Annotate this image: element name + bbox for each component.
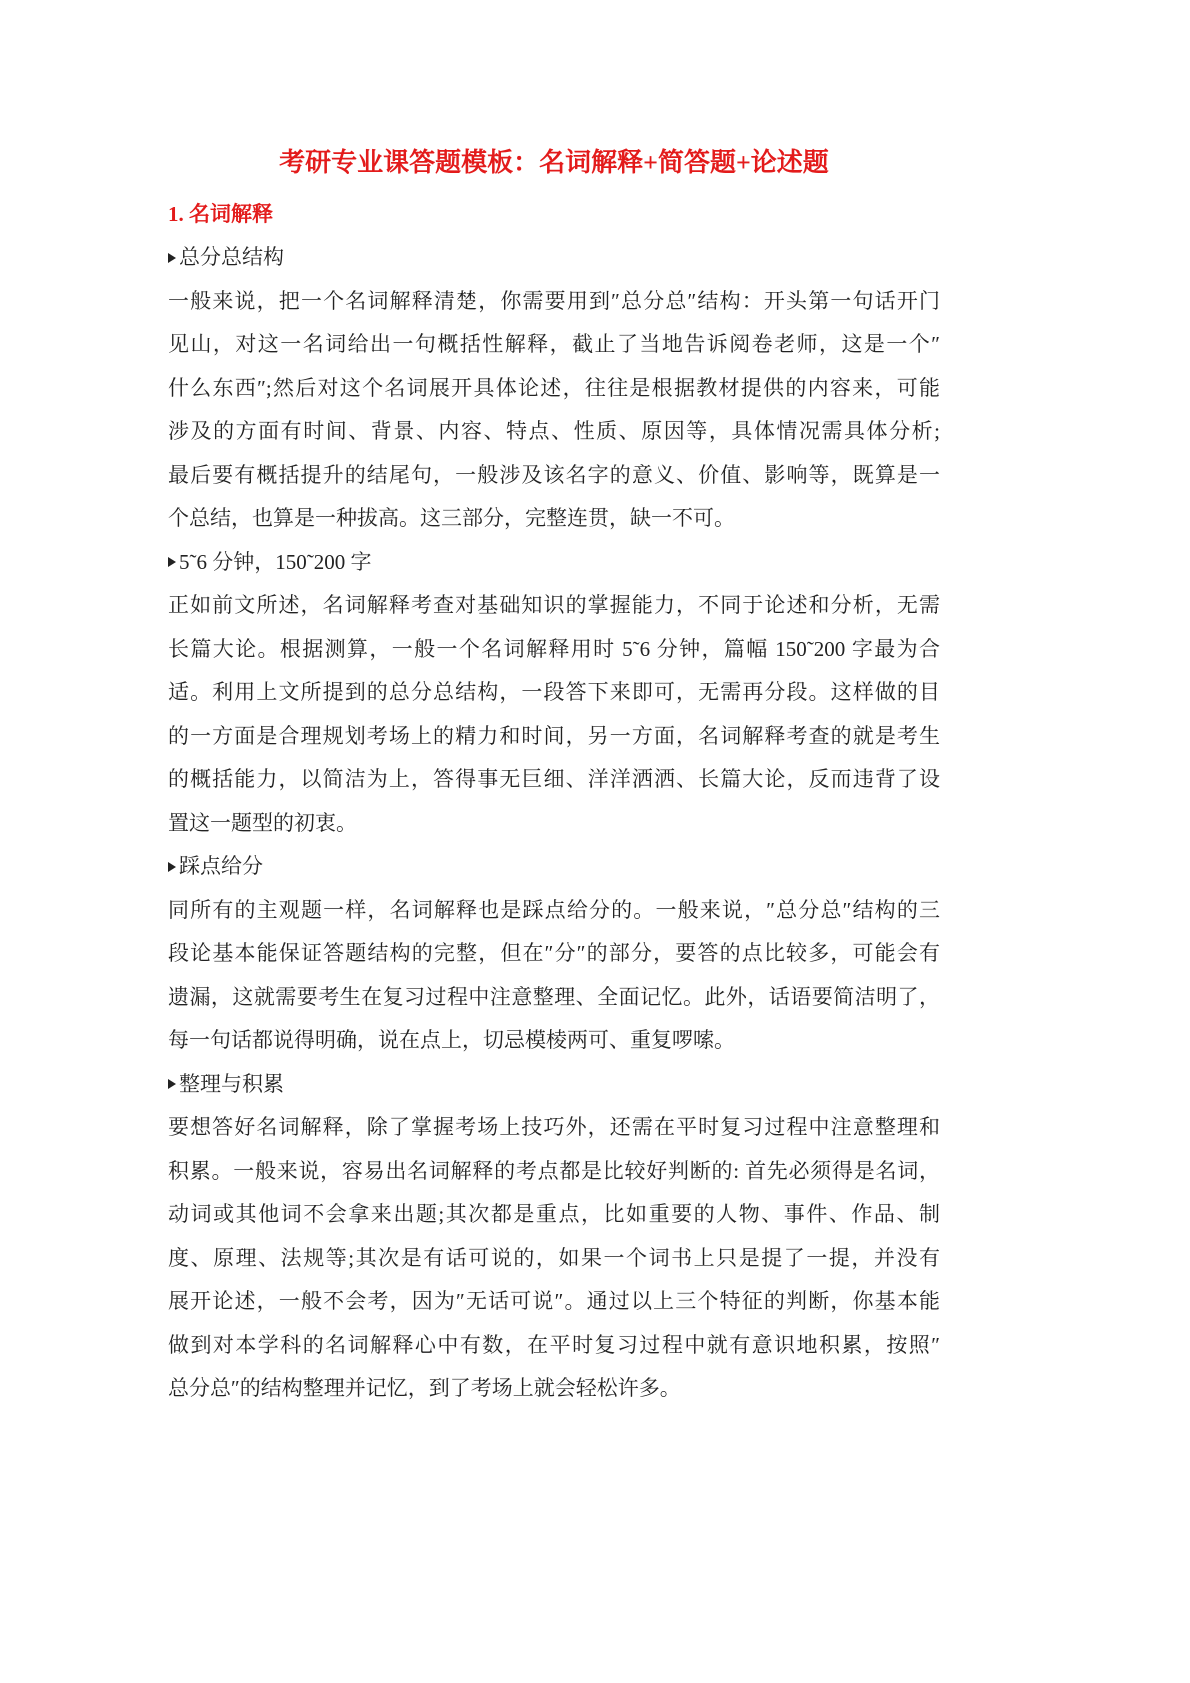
paragraph-line: 遗漏，这就需要考生在复习过程中注意整理、全面记忆。此外，话语要简洁明了， [168,984,940,1009]
paragraph-line: 要想答好名词解释，除了掌握考场上技巧外，还需在平时复习过程中注意整理和 [168,1115,940,1139]
paragraph-line: 展开论述，一般不会考，因为″无话可说″。通过以上三个特征的判断，你基本能 [168,1289,940,1313]
paragraph-line: 的概括能力，以简洁为上，答得事无巨细、洋洋洒洒、长篇大论，反而违背了设 [168,767,940,791]
subsection-heading [168,236,940,280]
paragraph-line: 正如前文所述，名词解释考查对基础知识的掌握能力，不同于论述和分析，无需 [168,593,940,617]
bullet-triangle-icon [168,862,176,872]
subsections-container [168,236,940,1411]
paragraph-line: 积累。一般来说，容易出名词解释的考点都是比较好判断的: 首先必须得是名词， [168,1158,940,1183]
bullet-triangle-icon [168,253,176,263]
paragraph-line: 置这一题型的初衷。 [168,810,357,835]
paragraph-line: 涉及的方面有时间、背景、内容、特点、性质、原因等，具体情况需具体分析; [168,419,940,443]
document-title: 考研专业课答题模板：名词解释+简答题+论述题 [279,148,829,177]
subsection-heading [168,541,940,585]
bullet-triangle-icon [168,1079,176,1089]
subsection-heading-text: 总分总结构 [179,245,284,269]
paragraph-line: 度、原理、法规等;其次是有话可说的，如果一个词书上只是提了一提，并没有 [168,1245,940,1270]
paragraph-line: 个总结，也算是一种拔高。这三部分，完整连贯，缺一不可。 [168,506,735,530]
paragraph-line: 做到对本学科的名词解释心中有数，在平时复习过程中就有意识地积累，按照″ [168,1332,940,1357]
subsection-heading-text: 整理与积累 [179,1071,284,1096]
paragraph [168,1106,940,1411]
paragraph [168,280,940,541]
subsection-heading-text: 5˜6 分钟，150˜200 字 [179,549,372,574]
paragraph-line: 最后要有概括提升的结尾句，一般涉及该名字的意义、价值、影响等，既算是一 [168,462,940,487]
subsection-heading-text: 踩点给分 [179,854,263,878]
document-body [168,141,940,1411]
paragraph-line: 动词或其他词不会拿来出题;其次都是重点，比如重要的人物、事件、作品、制 [168,1202,940,1226]
section-heading: 1. 名词解释 [168,202,273,226]
paragraph-line: 什么东西″;然后对这个名词展开具体论述，往往是根据教材提供的内容来，可能 [168,375,940,400]
paragraph-line: 长篇大论。根据测算，一般一个名词解释用时 5˜6 分钟，篇幅 150˜200 字最为合 [168,636,940,661]
paragraph-line: 的一方面是合理规划考场上的精力和时间，另一方面，名词解释考查的就是考生 [168,723,940,748]
paragraph-line: 适。利用上文所提到的总分总结构，一段答下来即可，无需再分段。这样做的目 [168,680,940,704]
bullet-triangle-icon [168,557,176,567]
subsection-heading [168,1063,940,1107]
subsection-heading [168,845,940,889]
paragraph-line: 见山，对这一名词给出一句概括性解释，截止了当地告诉阅卷老师，这是一个″ [168,332,940,356]
paragraph-line: 同所有的主观题一样，名词解释也是踩点给分的。一般来说，″总分总″结构的三 [168,897,940,922]
paragraph-line: 每一句话都说得明确，说在点上，切忌模棱两可、重复啰嗦。 [168,1028,735,1052]
paragraph [168,584,940,845]
paragraph-line: 总分总″的结构整理并记忆，到了考场上就会轻松许多。 [168,1376,681,1400]
paragraph [168,889,940,1063]
paragraph-line: 一般来说，把一个名词解释清楚，你需要用到″总分总″结构：开头第一句话开门 [168,288,940,313]
paragraph-line: 段论基本能保证答题结构的完整，但在″分″的部分，要答的点比较多，可能会有 [168,941,940,965]
